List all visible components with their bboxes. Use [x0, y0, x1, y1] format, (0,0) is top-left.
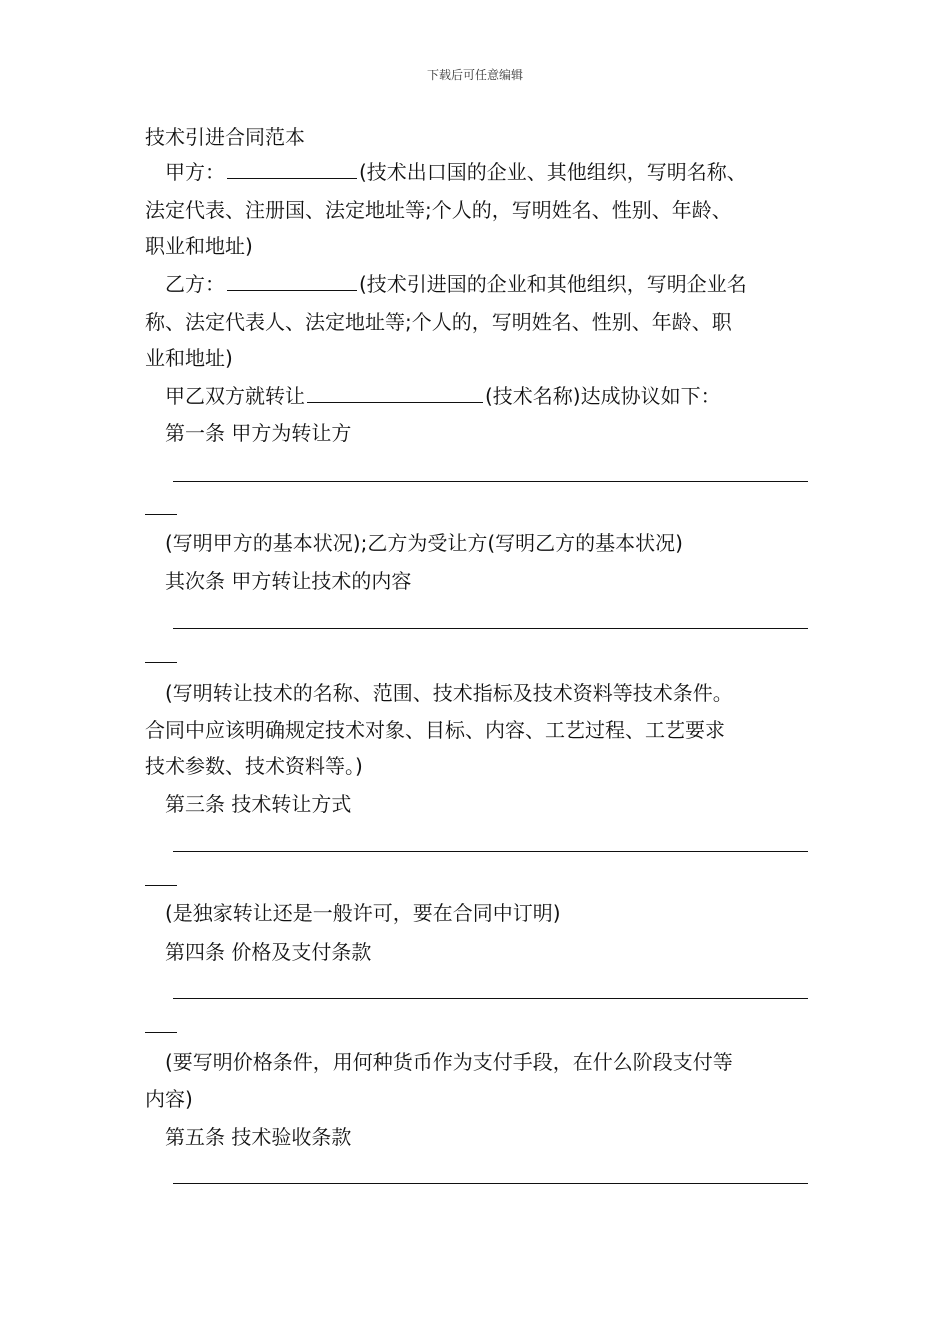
- party-a-desc: (技术出口国的企业、其他组织，写明名称、: [359, 160, 747, 184]
- article-2-heading: 其次条 甲方转让技术的内容: [165, 569, 412, 593]
- party-a-label: 甲方：: [165, 160, 225, 184]
- article-4-fill-line[interactable]: [173, 998, 808, 999]
- party-b-line: [165, 272, 810, 296]
- article-2-note-3: 技术参数、技术资料等。): [145, 754, 363, 778]
- article-1-note-1: (写明甲方的基本状况);乙方为受让方(写明乙方的基本状况): [165, 531, 683, 555]
- document-title: 技术引进合同范本: [145, 125, 305, 149]
- party-b-blank[interactable]: [227, 272, 357, 291]
- article-4-note-2: 内容): [145, 1087, 193, 1111]
- party-a-desc-line2: 法定代表、注册国、法定地址等;个人的，写明姓名、性别、年龄、: [145, 198, 732, 222]
- article-3-note-1: (是独家转让还是一般许可，要在合同中订明): [165, 901, 561, 925]
- article-1-heading: 第一条 甲方为转让方: [165, 421, 352, 445]
- party-b-label: 乙方：: [165, 272, 225, 296]
- party-b-desc-line3: 业和地址): [145, 346, 233, 370]
- article-3-heading: 第三条 技术转让方式: [165, 792, 352, 816]
- article-5-heading: 第五条 技术验收条款: [165, 1125, 352, 1149]
- article-2-fill-line[interactable]: [173, 628, 808, 629]
- party-b-desc: (技术引进国的企业和其他组织，写明企业名: [359, 272, 747, 296]
- article-1-fill-line[interactable]: [173, 481, 808, 482]
- agreement-prefix: 甲乙双方就转让: [165, 384, 305, 408]
- party-a-blank[interactable]: [227, 160, 357, 179]
- article-2-note-1: (写明转让技术的名称、范围、技术指标及技术资料等技术条件。: [165, 681, 733, 705]
- article-4-note-1: (要写明价格条件，用何种货币作为支付手段，在什么阶段支付等: [165, 1050, 733, 1074]
- agreement-suffix: (技术名称)达成协议如下：: [485, 384, 721, 408]
- article-4-heading: 第四条 价格及支付条款: [165, 940, 372, 964]
- technology-name-blank[interactable]: [307, 384, 483, 403]
- party-a-line: [165, 160, 810, 184]
- article-1-fill-line-end[interactable]: [145, 514, 177, 515]
- article-3-fill-line-end[interactable]: [145, 885, 177, 886]
- article-4-fill-line-end[interactable]: [145, 1032, 177, 1033]
- article-5-fill-line[interactable]: [173, 1183, 808, 1184]
- party-a-desc-line3: 职业和地址): [145, 234, 253, 258]
- article-2-fill-line-end[interactable]: [145, 662, 177, 663]
- page-header-note: 下载后可任意编辑: [426, 68, 523, 82]
- article-2-note-2: 合同中应该明确规定技术对象、目标、内容、工艺过程、工艺要求: [145, 718, 725, 742]
- article-3-fill-line[interactable]: [173, 851, 808, 852]
- agreement-line: [165, 384, 810, 408]
- party-b-desc-line2: 称、法定代表人、法定地址等;个人的，写明姓名、性别、年龄、职: [145, 310, 732, 334]
